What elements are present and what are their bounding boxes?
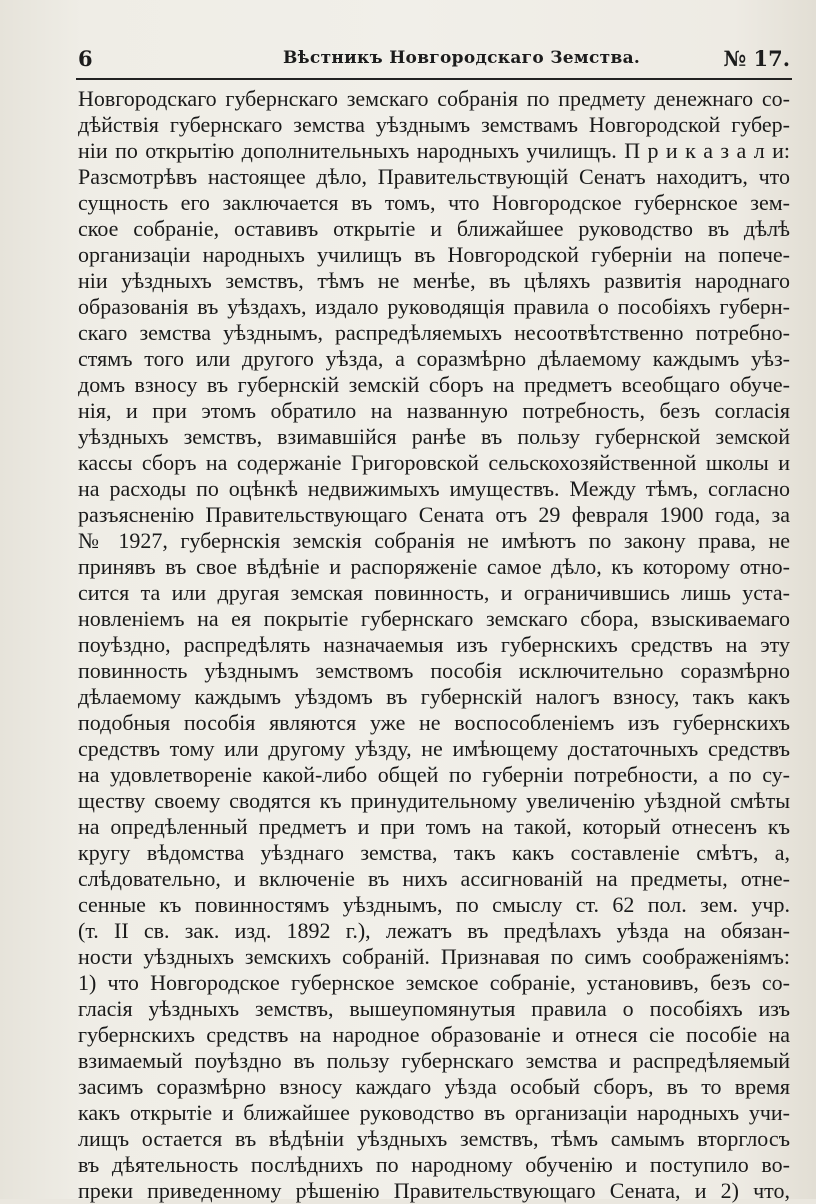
text-line: повинность уѣзднымъ земствомъ пособія исключительно соразмѣрно <box>78 658 790 683</box>
text-line: № 1927, губернскія земскія собранія не имѣютъ по закону права, не <box>78 528 790 553</box>
text-line: сущность его заключается въ томъ, что Новгородское губернское зем- <box>78 190 790 215</box>
text-line: разъясненію Правительствующаго Сената отъ 29 февраля 1900 года, за <box>78 502 790 527</box>
text-line: принявъ въ свое вѣдѣніе и распоряженіе самое дѣло, къ которому отно- <box>78 554 790 579</box>
text-line: ніи уѣздныхъ земствъ, тѣмъ не менѣе, въ цѣляхъ развитія народнаго <box>78 268 790 293</box>
text-line: новленіемъ на ея покрытіе губернскаго земскаго сбора, взыскиваемаго <box>78 606 790 631</box>
header-rule <box>76 78 792 80</box>
page-number: 6 <box>78 46 93 71</box>
text-line: дѣлаемому каждымъ уѣздомъ въ губернскій налогъ взносу, такъ какъ <box>78 684 790 709</box>
text-line: кассы сборъ на содержаніе Григоровской сельскохозяйственной школы и <box>78 450 790 475</box>
text-line: Разсмотрѣвъ настоящее дѣло, Правительствующій Сенатъ находитъ, что <box>78 164 790 189</box>
text-line: въ дѣятельность послѣднихъ по народному обученію и поступило во- <box>78 1152 790 1177</box>
text-line: на расходы по оцѣнкѣ недвижимыхъ имуществъ. Между тѣмъ, согласно <box>78 476 790 501</box>
text-line: стямъ того или другого уѣзда, а соразмѣрно дѣлаемому каждымъ уѣз- <box>78 346 790 371</box>
text-line: губернскихъ средствъ на народное образованіе и отнеся сіе пособіе на <box>78 1022 790 1047</box>
issue-number: № 17. <box>723 46 790 71</box>
text-line: на удовлетвореніе какой-либо общей по губерніи потребности, а по су- <box>78 762 790 787</box>
text-line: гласія уѣздныхъ земствъ, вышеупомянутыя правила о пособіяхъ изъ <box>78 996 790 1021</box>
text-line: сенные къ повинностямъ уѣзднымъ, по смыслу ст. 62 пол. зем. учр. <box>78 892 790 917</box>
text-line: преки приведенному рѣшенію Правительствующаго Сената, и 2) что, <box>78 1178 790 1203</box>
text-line: засимъ соразмѣрно взносу каждаго уѣзда особый сборъ, въ то время <box>78 1074 790 1099</box>
page-header <box>78 46 790 76</box>
text-line: подобныя пособія являются уже не воспособленіемъ изъ губернскихъ <box>78 710 790 735</box>
text-line: ществу своему сводятся къ принудительному увеличенію уѣздной смѣты <box>78 788 790 813</box>
text-line: образованія въ уѣздахъ, издало руководящія правила о пособіяхъ губерн- <box>78 294 790 319</box>
text-line: сится та или другая земская повинность, и ограничившись лишь уста- <box>78 580 790 605</box>
body-text <box>78 86 790 1204</box>
text-line: кругу вѣдомства уѣзднаго земства, такъ какъ составленіе смѣтъ, а, <box>78 840 790 865</box>
text-line: ское собраніе, оставивъ открытіе и ближайшее руководство въ дѣлѣ <box>78 216 790 241</box>
text-line: (т. II св. зак. изд. 1892 г.), лежатъ въ предѣлахъ уѣзда на обязан- <box>78 918 790 943</box>
journal-title: Вѣстникъ Новгородскаго Земства. <box>283 48 641 68</box>
text-line: на опредѣленный предметъ и при томъ на такой, который отнесенъ къ <box>78 814 790 839</box>
text-line: взимаемый поуѣздно въ пользу губернскаго земства и распредѣляемый <box>78 1048 790 1073</box>
text-line: Новгородскаго губернскаго земскаго собранія по предмету денежнаго со- <box>78 86 790 111</box>
text-line: лищъ остается въ вѣдѣніи уѣздныхъ земствъ, тѣмъ самымъ вторглосъ <box>78 1126 790 1151</box>
text-line: слѣдовательно, и включеніе въ нихъ ассигнованій на предметы, отне- <box>78 866 790 891</box>
text-line: нія, и при этомъ обратило на названную потребность, безъ согласія <box>78 398 790 423</box>
text-line: скаго земства уѣзднымъ, распредѣляемыхъ несоотвѣтственно потребно- <box>78 320 790 345</box>
text-line: уѣздныхъ земствъ, взимавшійся ранѣе въ пользу губернской земской <box>78 424 790 449</box>
text-line: какъ открытіе и ближайшее руководство въ организаціи народныхъ учи- <box>78 1100 790 1125</box>
text-line: поуѣздно, распредѣлять назначаемыя изъ губернскихъ средствъ на эту <box>78 632 790 657</box>
text-line: дѣйствія губернскаго земства уѣзднымъ земствамъ Новгородской губер- <box>78 112 790 137</box>
text-line: организаціи народныхъ училищъ въ Новгородской губерніи на попече- <box>78 242 790 267</box>
text-line: средствъ тому или другому уѣзду, не имѣющему достаточныхъ средствъ <box>78 736 790 761</box>
text-line: домъ взносу въ губернскій земскій сборъ на предметъ всеобщаго обуче- <box>78 372 790 397</box>
text-line: 1) что Новгородское губернское земское собраніе, установивъ, безъ со- <box>78 970 790 995</box>
text-line: ности уѣздныхъ земскихъ собраній. Признавая по симъ соображеніямъ: <box>78 944 790 969</box>
text-line: ніи по открытію дополнительныхъ народныхъ училищъ. П р и к а з а л и: <box>78 138 790 163</box>
